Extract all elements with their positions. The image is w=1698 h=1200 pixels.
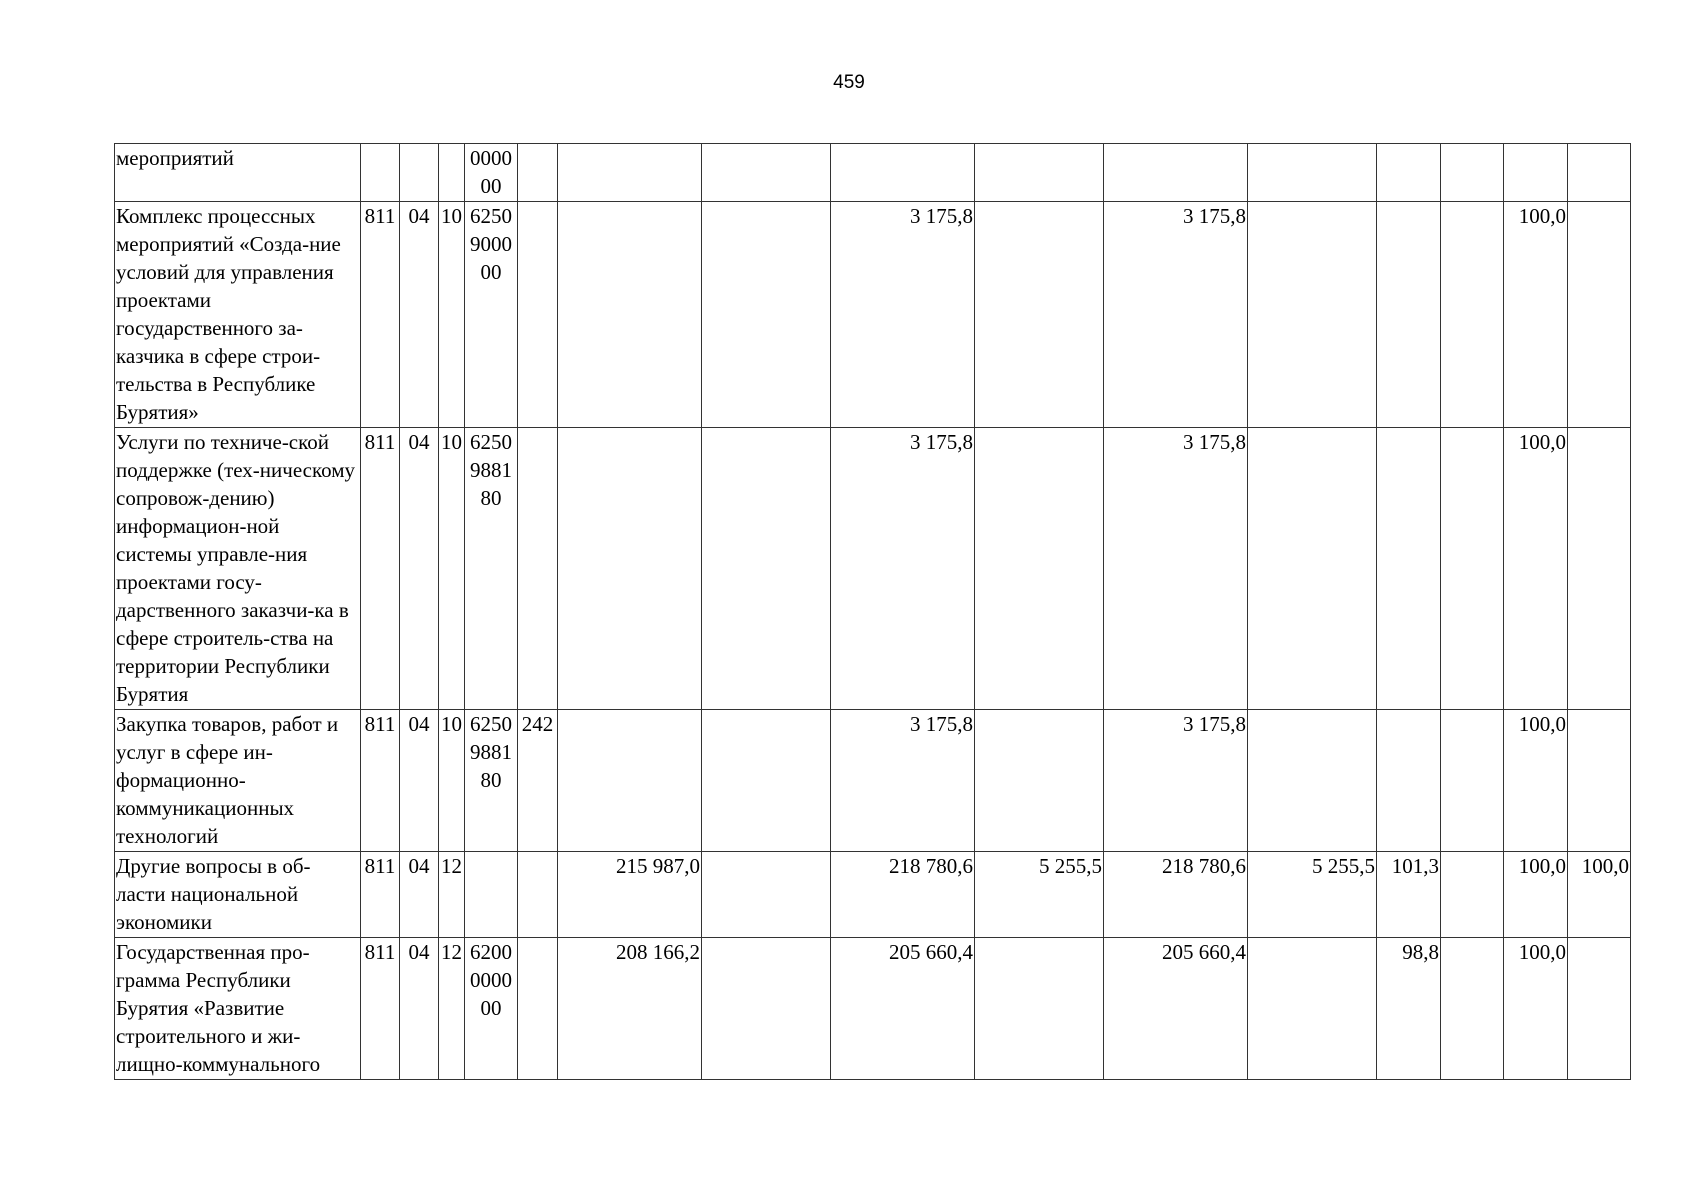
cell-rz: 04 bbox=[400, 428, 439, 710]
cell-col13 bbox=[1441, 202, 1504, 428]
cell-col9 bbox=[975, 202, 1104, 428]
cell-col9 bbox=[975, 144, 1104, 202]
cell-col9 bbox=[975, 428, 1104, 710]
table-row bbox=[115, 938, 1631, 1080]
cell-col12 bbox=[1377, 144, 1441, 202]
cell-csr bbox=[465, 852, 518, 938]
cell-rz: 04 bbox=[400, 938, 439, 1080]
cell-col10: 3 175,8 bbox=[1104, 710, 1248, 852]
cell-col14: 100,0 bbox=[1504, 852, 1568, 938]
row-name: Закупка товаров, работ и услуг в сфере ин-формационно-коммуникационных технологий bbox=[115, 710, 361, 852]
cell-col11 bbox=[1248, 202, 1377, 428]
cell-col12: 98,8 bbox=[1377, 938, 1441, 1080]
table-row bbox=[115, 202, 1631, 428]
cell-col7 bbox=[702, 710, 831, 852]
cell-col11: 5 255,5 bbox=[1248, 852, 1377, 938]
cell-col13 bbox=[1441, 852, 1504, 938]
cell-col6: 208 166,2 bbox=[558, 938, 702, 1080]
table-row bbox=[115, 852, 1631, 938]
cell-col14: 100,0 bbox=[1504, 428, 1568, 710]
cell-col15 bbox=[1568, 202, 1631, 428]
cell-col13 bbox=[1441, 710, 1504, 852]
cell-col11 bbox=[1248, 144, 1377, 202]
row-name: Комплекс процессных мероприятий «Созда-ние условий для управления проектами государственного за-казчика в сфере строи-тельства в Республике Бурятия» bbox=[115, 202, 361, 428]
cell-col9 bbox=[975, 938, 1104, 1080]
table-row bbox=[115, 144, 1631, 202]
cell-col13 bbox=[1441, 938, 1504, 1080]
cell-col8: 3 175,8 bbox=[831, 428, 975, 710]
cell-col15 bbox=[1568, 938, 1631, 1080]
cell-col7 bbox=[702, 428, 831, 710]
cell-col9: 5 255,5 bbox=[975, 852, 1104, 938]
cell-csr: 6250988180 bbox=[465, 710, 518, 852]
cell-pr bbox=[439, 144, 465, 202]
cell-pr: 12 bbox=[439, 938, 465, 1080]
cell-col12 bbox=[1377, 428, 1441, 710]
cell-ved: 811 bbox=[361, 202, 400, 428]
cell-col6 bbox=[558, 710, 702, 852]
cell-vr: 242 bbox=[518, 710, 558, 852]
cell-col8: 205 660,4 bbox=[831, 938, 975, 1080]
cell-csr: 6200000000 bbox=[465, 938, 518, 1080]
cell-pr: 10 bbox=[439, 202, 465, 428]
cell-col8: 3 175,8 bbox=[831, 202, 975, 428]
row-name: мероприятий bbox=[115, 144, 361, 202]
cell-col14: 100,0 bbox=[1504, 938, 1568, 1080]
cell-col9 bbox=[975, 710, 1104, 852]
cell-ved bbox=[361, 144, 400, 202]
cell-col12 bbox=[1377, 710, 1441, 852]
cell-col6 bbox=[558, 202, 702, 428]
cell-col14: 100,0 bbox=[1504, 710, 1568, 852]
cell-col12 bbox=[1377, 202, 1441, 428]
cell-ved: 811 bbox=[361, 852, 400, 938]
cell-vr bbox=[518, 428, 558, 710]
cell-col10: 218 780,6 bbox=[1104, 852, 1248, 938]
cell-col14: 100,0 bbox=[1504, 202, 1568, 428]
cell-rz: 04 bbox=[400, 852, 439, 938]
budget-table bbox=[114, 143, 1631, 1080]
cell-col12: 101,3 bbox=[1377, 852, 1441, 938]
cell-rz bbox=[400, 144, 439, 202]
cell-csr: 6250988180 bbox=[465, 428, 518, 710]
cell-ved: 811 bbox=[361, 938, 400, 1080]
table-row bbox=[115, 428, 1631, 710]
cell-col8: 218 780,6 bbox=[831, 852, 975, 938]
cell-rz: 04 bbox=[400, 710, 439, 852]
cell-ved: 811 bbox=[361, 428, 400, 710]
cell-csr: 6250900000 bbox=[465, 202, 518, 428]
cell-col7 bbox=[702, 144, 831, 202]
cell-col10 bbox=[1104, 144, 1248, 202]
cell-ved: 811 bbox=[361, 710, 400, 852]
cell-pr: 10 bbox=[439, 710, 465, 852]
cell-vr bbox=[518, 852, 558, 938]
cell-col14 bbox=[1504, 144, 1568, 202]
table-row bbox=[115, 710, 1631, 852]
cell-col10: 205 660,4 bbox=[1104, 938, 1248, 1080]
cell-vr bbox=[518, 144, 558, 202]
cell-col11 bbox=[1248, 428, 1377, 710]
cell-csr: 000000 bbox=[465, 144, 518, 202]
cell-col10: 3 175,8 bbox=[1104, 428, 1248, 710]
cell-col15 bbox=[1568, 710, 1631, 852]
cell-pr: 12 bbox=[439, 852, 465, 938]
cell-col6 bbox=[558, 144, 702, 202]
cell-rz: 04 bbox=[400, 202, 439, 428]
cell-col11 bbox=[1248, 710, 1377, 852]
cell-col7 bbox=[702, 202, 831, 428]
cell-col8 bbox=[831, 144, 975, 202]
cell-vr bbox=[518, 938, 558, 1080]
cell-col6 bbox=[558, 428, 702, 710]
cell-col15 bbox=[1568, 428, 1631, 710]
cell-col7 bbox=[702, 852, 831, 938]
table-body bbox=[115, 144, 1631, 1080]
cell-col10: 3 175,8 bbox=[1104, 202, 1248, 428]
cell-col15 bbox=[1568, 144, 1631, 202]
cell-col8: 3 175,8 bbox=[831, 710, 975, 852]
row-name: Государственная про-грамма Республики Бурятия «Развитие строительного и жи-лищно-коммунального bbox=[115, 938, 361, 1080]
row-name: Другие вопросы в об-ласти национальной экономики bbox=[115, 852, 361, 938]
cell-col6: 215 987,0 bbox=[558, 852, 702, 938]
row-name: Услуги по техниче-ской поддержке (тех-ническому сопровож-дению) информацион-ной системы управле-ния проектами госу-дарственного заказчи-ка в сфере строитель-ства на территории Республики Бурятия bbox=[115, 428, 361, 710]
cell-col13 bbox=[1441, 428, 1504, 710]
page-number: 459 bbox=[833, 72, 865, 93]
cell-col11 bbox=[1248, 938, 1377, 1080]
cell-col15: 100,0 bbox=[1568, 852, 1631, 938]
cell-pr: 10 bbox=[439, 428, 465, 710]
cell-col13 bbox=[1441, 144, 1504, 202]
cell-vr bbox=[518, 202, 558, 428]
cell-col7 bbox=[702, 938, 831, 1080]
